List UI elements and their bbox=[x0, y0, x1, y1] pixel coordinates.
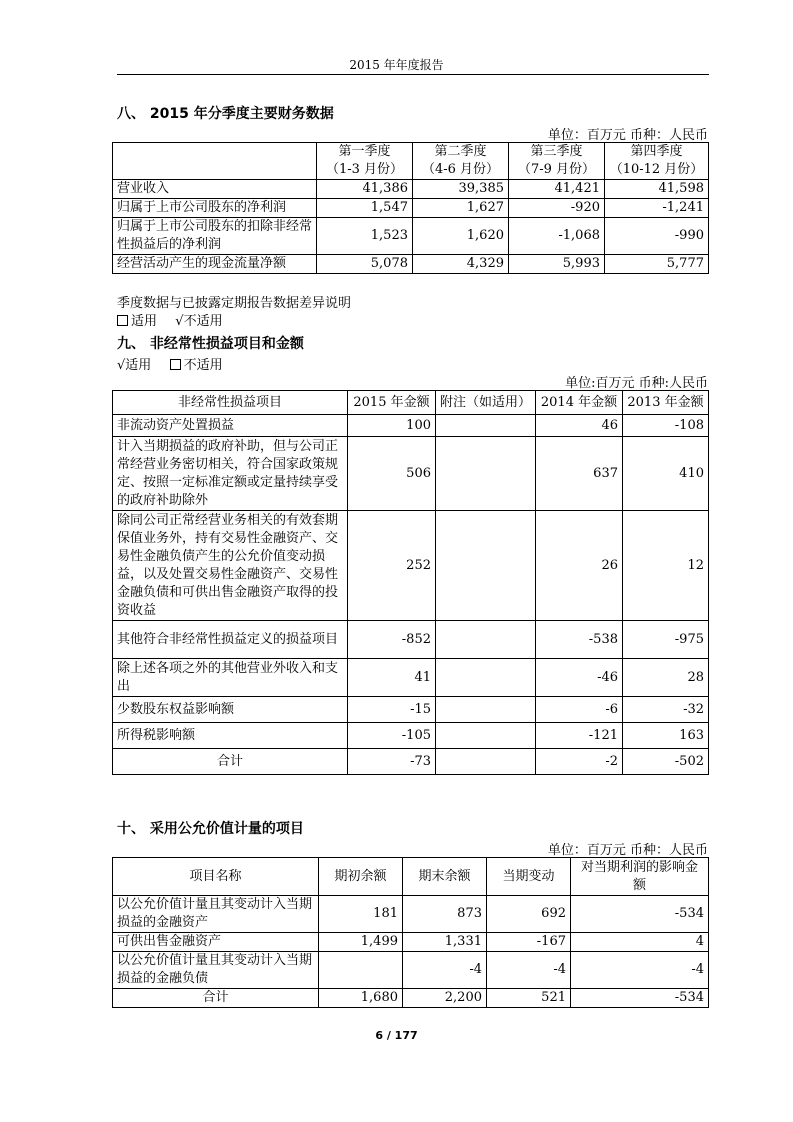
quarterly-applicability bbox=[117, 310, 223, 329]
cell-value: -990 bbox=[605, 218, 709, 255]
total-row bbox=[113, 989, 709, 1008]
cell-value: 41,598 bbox=[605, 180, 709, 199]
cell-note bbox=[436, 621, 536, 659]
option-not-apply: √不适用 bbox=[175, 314, 223, 329]
cell-note bbox=[436, 723, 536, 749]
header-2015: 2015 年金额 bbox=[348, 391, 436, 415]
table-row bbox=[113, 896, 709, 933]
cell-value: -502 bbox=[623, 749, 709, 775]
running-header: 2015 年年度报告 bbox=[349, 58, 444, 72]
cell-value: -167 bbox=[487, 933, 571, 952]
row-label: 归属于上市公司股东的净利润 bbox=[113, 199, 317, 218]
row-label: 非流动资产处置损益 bbox=[113, 415, 348, 437]
section-9-unit: 单位:百万元 币种:人民币 bbox=[565, 376, 708, 391]
row-label: 除上述各项之外的其他营业外收入和支出 bbox=[113, 659, 348, 697]
cell-value: 410 bbox=[623, 437, 709, 511]
fair-value-table bbox=[112, 857, 709, 1008]
option-apply: √适用 bbox=[117, 358, 152, 373]
cell-value: 181 bbox=[319, 896, 403, 933]
cell-value: 521 bbox=[487, 989, 571, 1008]
cell-value: 1,627 bbox=[413, 199, 509, 218]
cell-value: -1,241 bbox=[605, 199, 709, 218]
quarterly-table bbox=[112, 142, 709, 274]
header-note: 附注（如适用） bbox=[436, 391, 536, 415]
cell-value: 41 bbox=[348, 659, 436, 697]
cell-value: 28 bbox=[623, 659, 709, 697]
table-row bbox=[113, 511, 709, 621]
table-row bbox=[113, 952, 709, 989]
cell-value bbox=[319, 952, 403, 989]
table-row bbox=[113, 437, 709, 511]
table-row bbox=[113, 415, 709, 437]
cell-value: 1,331 bbox=[403, 933, 487, 952]
table-row bbox=[113, 255, 709, 274]
cell-note bbox=[436, 415, 536, 437]
header-q1: 第一季度 （1-3 月份） bbox=[317, 143, 413, 180]
option-apply: 适用 bbox=[131, 314, 158, 329]
cell-value: 1,680 bbox=[319, 989, 403, 1008]
page-number: 6 / 177 bbox=[375, 1029, 418, 1042]
cell-value: 41,421 bbox=[509, 180, 605, 199]
cell-value: 5,078 bbox=[317, 255, 413, 274]
fair-value-header-row bbox=[113, 858, 709, 896]
cell-note bbox=[436, 749, 536, 775]
row-label: 所得税影响额 bbox=[113, 723, 348, 749]
table-row bbox=[113, 199, 709, 218]
table-row bbox=[113, 723, 709, 749]
section-10-unit: 单位：百万元 币种：人民币 bbox=[547, 843, 708, 858]
cell-value: 1,499 bbox=[319, 933, 403, 952]
cell-note bbox=[436, 511, 536, 621]
quarterly-header-row bbox=[113, 143, 709, 180]
non-recurring-header-row bbox=[113, 391, 709, 415]
quarterly-diff-note: 季度数据与已披露定期报告数据差异说明 bbox=[117, 296, 352, 311]
cell-value: 41,386 bbox=[317, 180, 413, 199]
cell-note bbox=[436, 659, 536, 697]
cell-value: -6 bbox=[536, 697, 623, 723]
row-label: 以公允价值计量且其变动计入当期损益的金融资产 bbox=[113, 896, 319, 933]
checkbox-icon bbox=[170, 359, 181, 370]
cell-value: 26 bbox=[536, 511, 623, 621]
header-2013: 2013 年金额 bbox=[623, 391, 709, 415]
row-label: 除同公司正常经营业务相关的有效套期保值业务外，持有交易性金融资产、交易性金融负债产生的公允价值变动损益，以及处置交易性金融资产、交易性金融负债和可供出售金融资产取得的投资收益 bbox=[113, 511, 348, 621]
cell-value: -108 bbox=[623, 415, 709, 437]
cell-value: 163 bbox=[623, 723, 709, 749]
section-9-title: 九、 非经常性损益项目和金额 bbox=[117, 336, 304, 352]
header-closing: 期末余额 bbox=[403, 858, 487, 896]
cell-value: -975 bbox=[623, 621, 709, 659]
header-rule bbox=[117, 74, 709, 75]
row-label: 少数股东权益影响额 bbox=[113, 697, 348, 723]
row-label: 合计 bbox=[113, 749, 348, 775]
non-recurring-table bbox=[112, 390, 709, 775]
cell-value: -920 bbox=[509, 199, 605, 218]
row-label: 以公允价值计量且其变动计入当期损益的金融负债 bbox=[113, 952, 319, 989]
header-profit-impact: 对当期利润的影响金额 bbox=[571, 858, 709, 896]
table-row bbox=[113, 933, 709, 952]
cell-value: -15 bbox=[348, 697, 436, 723]
cell-value: -534 bbox=[571, 989, 709, 1008]
cell-value: -538 bbox=[536, 621, 623, 659]
table-row bbox=[113, 697, 709, 723]
cell-value: 4,329 bbox=[413, 255, 509, 274]
cell-value: 637 bbox=[536, 437, 623, 511]
table-row bbox=[113, 659, 709, 697]
row-label: 经营活动产生的现金流量净额 bbox=[113, 255, 317, 274]
checkbox-icon bbox=[117, 315, 128, 326]
cell-value: -46 bbox=[536, 659, 623, 697]
header-q2: 第二季度 （4-6 月份） bbox=[413, 143, 509, 180]
cell-value: 2,200 bbox=[403, 989, 487, 1008]
cell-value: 506 bbox=[348, 437, 436, 511]
cell-value: 1,547 bbox=[317, 199, 413, 218]
cell-value: -105 bbox=[348, 723, 436, 749]
table-row bbox=[113, 621, 709, 659]
cell-value: -852 bbox=[348, 621, 436, 659]
option-not-apply: 不适用 bbox=[183, 358, 223, 373]
header-q3: 第三季度 （7-9 月份） bbox=[509, 143, 605, 180]
header-item-name: 项目名称 bbox=[113, 858, 319, 896]
cell-value: -121 bbox=[536, 723, 623, 749]
cell-value: -4 bbox=[487, 952, 571, 989]
cell-value: -534 bbox=[571, 896, 709, 933]
row-label: 合计 bbox=[113, 989, 319, 1008]
cell-note bbox=[436, 697, 536, 723]
cell-value: 5,777 bbox=[605, 255, 709, 274]
cell-value: 692 bbox=[487, 896, 571, 933]
header-item: 非经常性损益项目 bbox=[113, 391, 348, 415]
header-opening: 期初余额 bbox=[319, 858, 403, 896]
cell-value: 1,620 bbox=[413, 218, 509, 255]
cell-note bbox=[436, 437, 536, 511]
cell-value: -73 bbox=[348, 749, 436, 775]
row-label: 其他符合非经常性损益定义的损益项目 bbox=[113, 621, 348, 659]
row-label: 营业收入 bbox=[113, 180, 317, 199]
cell-value: 5,993 bbox=[509, 255, 605, 274]
cell-value: -32 bbox=[623, 697, 709, 723]
row-label: 可供出售金融资产 bbox=[113, 933, 319, 952]
cell-value: -4 bbox=[403, 952, 487, 989]
cell-value: 39,385 bbox=[413, 180, 509, 199]
cell-value: 12 bbox=[623, 511, 709, 621]
cell-value: -1,068 bbox=[509, 218, 605, 255]
cell-value: 4 bbox=[571, 933, 709, 952]
row-label: 归属于上市公司股东的扣除非经常性损益后的净利润 bbox=[113, 218, 317, 255]
section-10-title: 十、 采用公允价值计量的项目 bbox=[117, 821, 304, 837]
table-row bbox=[113, 180, 709, 199]
total-row bbox=[113, 749, 709, 775]
cell-value: 873 bbox=[403, 896, 487, 933]
table-row bbox=[113, 218, 709, 255]
cell-value: 1,523 bbox=[317, 218, 413, 255]
cell-value: 252 bbox=[348, 511, 436, 621]
header-corner bbox=[113, 143, 317, 180]
header-q4: 第四季度 （10-12 月份） bbox=[605, 143, 709, 180]
cell-value: -2 bbox=[536, 749, 623, 775]
section-8-unit: 单位：百万元 币种：人民币 bbox=[547, 128, 708, 143]
cell-value: 46 bbox=[536, 415, 623, 437]
header-2014: 2014 年金额 bbox=[536, 391, 623, 415]
row-label: 计入当期损益的政府补助，但与公司正常经营业务密切相关，符合国家政策规定、按照一定标准定额或定量持续享受的政府补助除外 bbox=[113, 437, 348, 511]
section-9-applicability bbox=[117, 354, 223, 373]
cell-value: 100 bbox=[348, 415, 436, 437]
section-8-title: 八、 2015 年分季度主要财务数据 bbox=[117, 106, 334, 122]
cell-value: -4 bbox=[571, 952, 709, 989]
header-change: 当期变动 bbox=[487, 858, 571, 896]
